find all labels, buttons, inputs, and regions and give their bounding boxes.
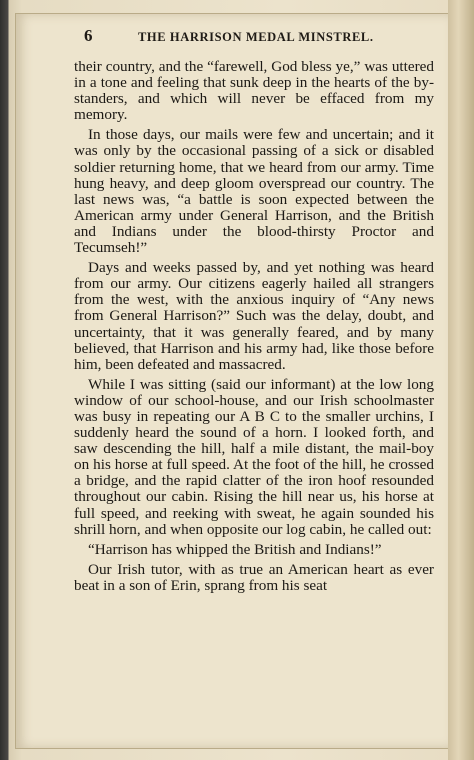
paragraph-days-weeks: Days and weeks passed by, and yet nothing was heard from our army. Our citizens eagerly hailed all strangers from the west, with the anxious inquiry of “Any news from General Harrison?” Such was the delay, doubt, and uncertainty, that it was generally feared, and by many believed, that Harrison and his army had, like those before him, been defeated and massacred. <box>74 259 434 373</box>
paragraph-continued: their country, and the “farewell, God bless ye,” was uttered in a tone and feeling that sunk deep in the hearts of the by-standers, and which will never be effaced from my memory. <box>74 58 434 124</box>
paragraph-mails: In those days, our mails were few and uncertain; and it was only by the occasional passing of a sick or disabled soldier returning home, that we heard from our army. Time hung heavy, and deep gloom overspread our country. The last news was, “a battle is soon expected between the American army under General Harrison, and the British and Indians under the blood-thirsty Proctor and Tecumseh!” <box>74 126 434 257</box>
running-title: THE HARRISON MEDAL MINSTREL. <box>138 30 374 44</box>
paragraph-quote: “Harrison has whipped the British and Indians!” <box>88 540 382 558</box>
paragraph-irish-tutor: Our Irish tutor, with as true an American heart as ever beat in a son of Erin, sprang from his seat <box>74 560 434 594</box>
body-text <box>74 59 434 594</box>
page-edge <box>448 0 474 760</box>
paragraph-school-house: While I was sitting (said our informant) at the low long window of our school-house, and our Irish schoolmaster was busy in repeating our A B C to the smaller urchins, I suddenly heard the sound of a horn. I looked forth, and saw descending the hill, half a mile distant, the mail-boy on his horse at full speed. At the foot of the hill, he crossed a bridge, and the rapid clatter of the iron hoof resounded throughout our cabin. Rising the hill near us, his horse at full speed, and reeking with sweat, he again sounded his shrill horn, and when opposite our log cabin, he called out: <box>74 375 434 538</box>
page-number: 6 <box>84 26 94 45</box>
